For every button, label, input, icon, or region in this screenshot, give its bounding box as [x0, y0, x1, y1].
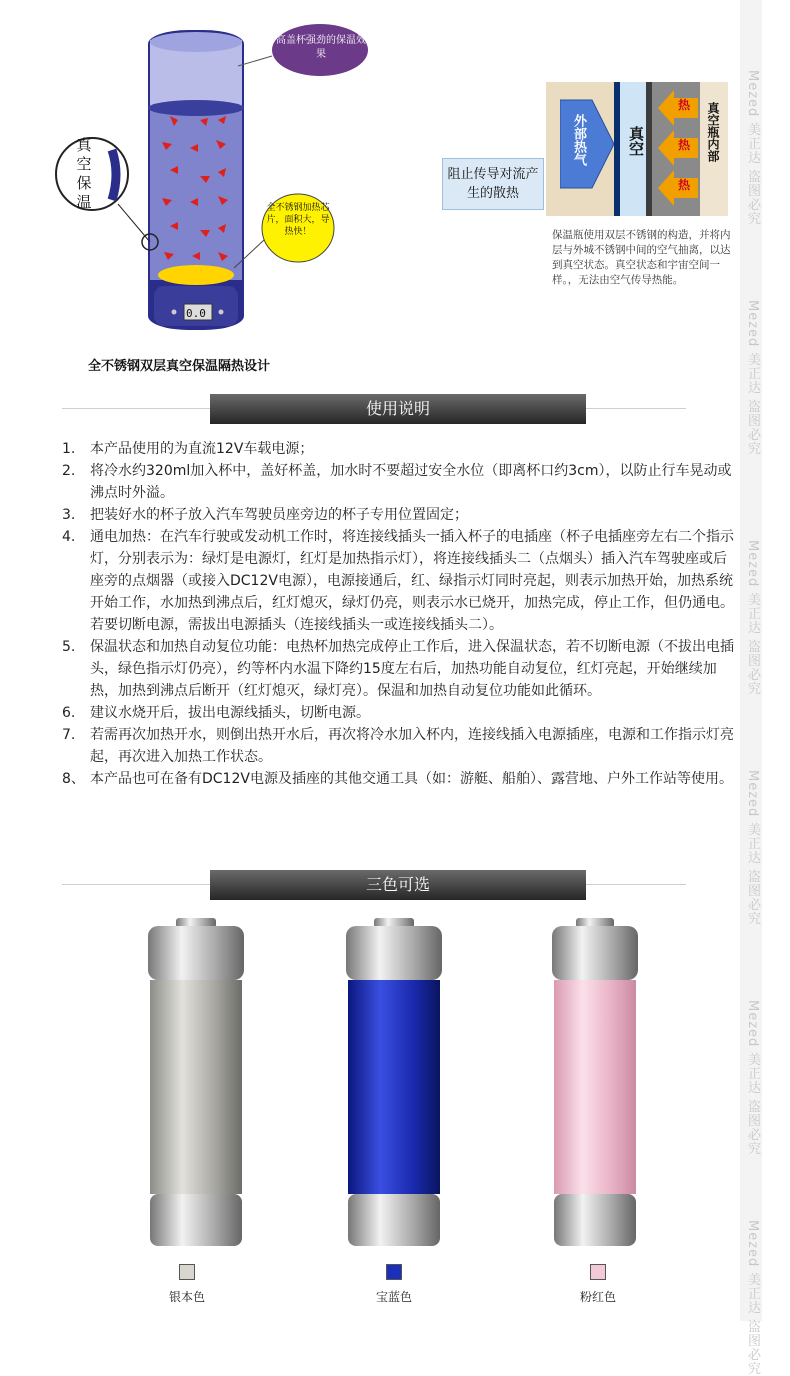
watermark-text: Mezed 美正达 盗图必究 [745, 1220, 760, 1376]
heat-label: 热 [678, 178, 691, 192]
section-title-colors: 三色可选 [210, 870, 586, 900]
callout-heater: 全不锈钢加热芯片，面积大，导热快！ [266, 203, 330, 237]
color-swatch-pink[interactable] [590, 1264, 606, 1280]
color-swatch-blue[interactable] [386, 1264, 402, 1280]
list-item: 6. 建议水烧开后，拔出电源线插头，切断电源。 [62, 705, 370, 721]
watermark-text: Mezed 美正达 盗图必究 [745, 300, 760, 456]
vacuum-insulation-diagram [546, 82, 728, 216]
list-item: 8、 本产品也可在备有DC12V电源及插座的其他交通工具（如：游艇、船舶）、露营地、户外工作站等使用。 [62, 771, 733, 787]
heat-label: 热 [678, 138, 691, 152]
vacuum-description: 保温瓶使用双层不锈钢的构造，并将内层与外城不锈钢中间的空气抽离，以达到真空状态。真空状态和宇宙空间一样。，无法由空气传导热能。 [552, 229, 731, 286]
display-digits: 0.0 [186, 307, 206, 320]
vacuum-label: 真空 [627, 126, 645, 156]
outside-heat-arrow-icon [560, 96, 614, 192]
list-item: 4. 通电加热：在汽车行驶或发动机工作时，将连接线插头一插入杯子的电插座（杯子电插座旁左右二个指示灯，分别表示为：绿灯是电源灯，红灯是加热指示灯），将连接线插头二（点烟头）插入汽车驾驶座或后座旁的点烟器（或接入DC12V电源），电源接通后，红、绿指示灯同时亮起，则表示加热开始，加热系统开始工作，水加热到沸点后，红灯熄灭，绿灯仍亮，则表示水已烧开，加热完成，停止工作，但仍通电。若要切断电源，需拔出电源插头（连接线插头一或连接线插头二）。 [62, 529, 734, 633]
bottle-inside-label: 真空瓶内部 [706, 102, 720, 162]
list-item: 1. 本产品使用的为直流12V车载电源； [62, 441, 314, 457]
watermark-text: Mezed 美正达 盗图必究 [745, 70, 760, 226]
bottle-blue [344, 918, 444, 1254]
divider [62, 884, 210, 885]
callout-vacuum: 真空保温 [76, 136, 92, 211]
watermark-text: Mezed 美正达 盗图必究 [745, 1000, 760, 1156]
color-label-silver: 银本色 [168, 1290, 205, 1304]
divider [586, 408, 686, 409]
color-label-blue: 宝蓝色 [375, 1290, 412, 1304]
list-item: 5. 保温状态和加热自动复位功能：电热杯加热完成停止工作后，进入保温状态，若不切断电源（不拔出电插头，绿色指示灯仍亮），约等杯内水温下降约15度左右后，加热功能自动复位，红灯亮起，开始继续加热，加热到沸点后断开（红灯熄灭，绿灯亮）。保温和加热自动复位功能如此循环。 [62, 639, 734, 699]
list-item: 7. 若需再次加热开水，则倒出热开水后，再次将冷水加入杯内，连接线插入电源插座，电源和工作指示灯亮起，再次进入加热工作状态。 [62, 727, 734, 765]
block-note: 阻止传导对流产生的散热 [442, 158, 544, 210]
divider [586, 884, 686, 885]
instructions-list [62, 438, 740, 790]
list-item: 3. 把装好水的杯子放入汽车驾驶员座旁边的杯子专用位置固定； [62, 507, 468, 523]
color-swatch-silver[interactable] [179, 1264, 195, 1280]
bottle-pink [550, 918, 640, 1254]
heat-label: 热 [678, 98, 691, 112]
watermark-text: Mezed 美正达 盗图必究 [745, 770, 760, 926]
color-label-pink: 粉红色 [579, 1290, 616, 1304]
list-item: 2. 将冷水约320ml加入杯中，盖好杯盖，加水时不要超过安全水位（即离杯口约3cm），以防止行车晃动或沸点时外溢。 [62, 463, 732, 501]
divider [62, 408, 210, 409]
section-title-instructions: 使用说明 [210, 394, 586, 424]
bottle-silver [146, 918, 246, 1254]
callout-top: 高盖杯强劲的保温效果 [276, 35, 366, 60]
design-caption: 全不锈钢双层真空保温隔热设计 [88, 359, 271, 374]
outside-heat-label: 外部热气 [571, 114, 586, 166]
watermark-text: Mezed 美正达 盗图必究 [745, 540, 760, 696]
cup-heating-diagram [50, 20, 380, 340]
